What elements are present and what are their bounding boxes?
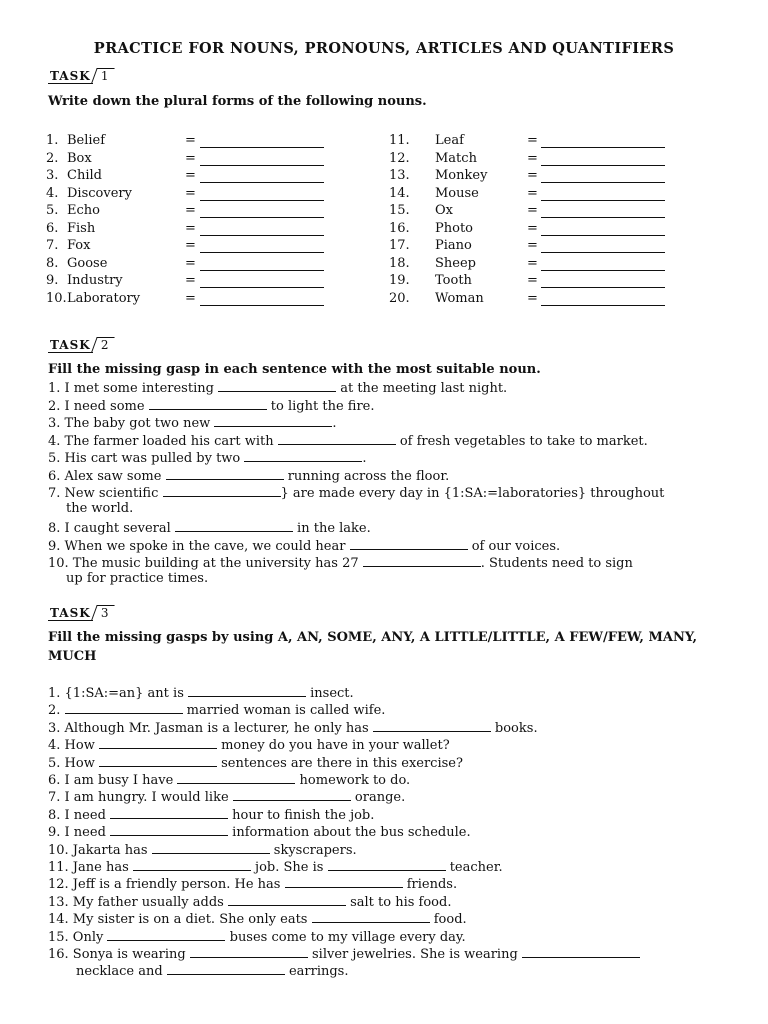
sentence-text: necklace and: [76, 964, 167, 980]
noun-word: Monkey: [435, 168, 488, 183]
sentence-text: 8. I caught several: [48, 521, 175, 536]
answer-blank[interactable]: [110, 822, 228, 836]
answer-blank[interactable]: [99, 735, 217, 749]
noun-word: Mouse: [435, 185, 479, 201]
item-number: 15.: [389, 203, 410, 218]
answer-blank[interactable]: [200, 204, 324, 218]
sentence-line: [48, 909, 467, 928]
sentence-text: 3. The baby got two new: [48, 416, 215, 431]
sentence-text: 1. I met some interesting: [48, 381, 219, 396]
sentence-text: 10. Jakarta has: [48, 842, 152, 858]
task-word: TASK: [50, 606, 91, 620]
answer-blank[interactable]: [188, 683, 306, 697]
sentence-line: [48, 822, 471, 841]
sentence-text: skyscrapers.: [269, 842, 357, 858]
noun-word: Sheep: [435, 255, 476, 271]
task-number: 2: [100, 338, 109, 352]
answer-blank[interactable]: [541, 274, 665, 288]
equals-sign: =: [527, 185, 538, 201]
noun-word: Fox: [67, 238, 91, 253]
answer-blank[interactable]: [200, 134, 324, 148]
sentence-text: at the meeting last night.: [336, 381, 508, 396]
equals-sign: =: [527, 273, 538, 288]
sentence-text: } are made every day in {1:SA:=laboratories} throughout: [280, 486, 665, 501]
sentence-text: 5. His cart was pulled by two: [48, 451, 245, 466]
item-number: 5.: [46, 203, 59, 218]
item-number: 17.: [389, 238, 410, 253]
sentence-text: 5. How: [48, 755, 99, 771]
sentence-text: 4. How: [48, 738, 99, 754]
equals-sign: =: [527, 203, 538, 218]
sentence-text: sentences are there in this exercise?: [216, 755, 463, 771]
answer-blank[interactable]: [177, 770, 295, 784]
answer-blank[interactable]: [163, 483, 281, 497]
answer-blank[interactable]: [373, 718, 491, 732]
item-number: 14.: [389, 185, 410, 201]
sentence-text: . Students need to sign: [480, 556, 633, 571]
sentence-text: 7. New scientific: [48, 486, 163, 501]
item-number: 16.: [389, 220, 410, 236]
noun-word: Goose: [67, 255, 108, 271]
noun-word: Belief: [67, 133, 106, 148]
equals-sign: =: [185, 290, 196, 306]
task-number: 3: [100, 606, 109, 620]
answer-blank[interactable]: [152, 840, 270, 854]
sentence-line: [48, 718, 538, 737]
task-3-instruction: Fill the missing gasps by using A, AN, SOME, ANY, A LITTLE/LITTLE, A FEW/FEW, MANY, MUCH: [48, 630, 697, 664]
sentence-line: [48, 857, 503, 876]
sentence-line: [48, 683, 354, 702]
sentence-line: [48, 518, 371, 537]
answer-blank[interactable]: [214, 413, 332, 427]
item-number: 8.: [46, 255, 59, 271]
equals-sign: =: [527, 168, 538, 183]
sentence-line: [48, 378, 507, 397]
sentence-text: 9. When we spoke in the cave, we could hear: [48, 539, 350, 554]
answer-blank[interactable]: [200, 239, 324, 253]
noun-word: Leaf: [435, 133, 464, 148]
answer-blank[interactable]: [350, 536, 468, 550]
sentence-line: [48, 927, 466, 946]
answer-blank[interactable]: [278, 431, 396, 445]
task-3-label: [48, 605, 111, 621]
sentence-line: [48, 483, 664, 502]
sentence-text: buses come to my village every day.: [225, 929, 466, 945]
equals-sign: =: [185, 133, 196, 148]
equals-sign: =: [185, 203, 196, 218]
sentence-text: up for practice times.: [66, 571, 209, 586]
noun-word: Ox: [435, 203, 453, 218]
answer-blank[interactable]: [175, 518, 293, 532]
answer-blank[interactable]: [541, 239, 665, 253]
sentence-line: [48, 413, 337, 432]
equals-sign: =: [185, 185, 196, 201]
answer-blank[interactable]: [167, 961, 285, 975]
item-number: 9.: [46, 273, 59, 288]
equals-sign: =: [527, 290, 538, 306]
noun-word: Discovery: [67, 185, 132, 201]
answer-blank[interactable]: [285, 874, 403, 888]
equals-sign: =: [527, 133, 538, 148]
sentence-text: of our voices.: [467, 539, 561, 554]
answer-blank[interactable]: [541, 134, 665, 148]
equals-sign: =: [185, 220, 196, 236]
sentence-text: 16. Sonya is wearing: [48, 947, 190, 962]
noun-word: Fish: [67, 220, 96, 236]
sentence-text: 4. The farmer loaded his cart with: [48, 434, 278, 449]
task-number: 1: [100, 69, 109, 83]
sentence-text: 14. My sister is on a diet. She only eats: [48, 912, 312, 928]
sentence-line: [48, 448, 367, 467]
sentence-text: friends.: [402, 877, 458, 893]
sentence-text: 3. Although Mr. Jasman is a lecturer, he only has: [48, 720, 373, 736]
noun-word: Laboratory: [67, 290, 141, 306]
sentence-text: money do you have in your wallet?: [216, 738, 450, 754]
sentence-text: 2. I need some: [48, 399, 149, 414]
answer-blank[interactable]: [200, 169, 324, 183]
answer-blank[interactable]: [541, 292, 665, 306]
item-number: 13.: [389, 168, 410, 183]
sentence-text: 7. I am hungry. I would like: [48, 790, 233, 806]
item-number: 2.: [46, 150, 59, 166]
answer-blank[interactable]: [522, 944, 640, 958]
noun-word: Match: [435, 150, 477, 166]
noun-word: Tooth: [435, 273, 472, 288]
sentence-text: orange.: [350, 790, 406, 806]
task-1-instruction: Write down the plural forms of the following nouns.: [48, 94, 427, 109]
answer-blank[interactable]: [65, 700, 183, 714]
sentence-line: [76, 961, 349, 980]
sentence-text: teacher.: [445, 860, 503, 875]
answer-blank[interactable]: [110, 805, 228, 819]
item-number: 11.: [389, 133, 410, 148]
task-2-label: [48, 337, 111, 353]
sentence-text: homework to do.: [295, 773, 411, 788]
sentence-line: [66, 570, 208, 587]
sentence-line: [48, 770, 410, 789]
answer-blank[interactable]: [200, 257, 324, 271]
sentence-text: 6. I am busy I have: [48, 773, 178, 788]
answer-blank[interactable]: [541, 152, 665, 166]
sentence-line: [48, 735, 450, 754]
sentence-text: silver jewelries. She is wearing: [307, 947, 522, 962]
equals-sign: =: [185, 168, 196, 183]
sentence-text: 15. Only: [48, 929, 108, 945]
sentence-text: books.: [490, 720, 538, 736]
item-number: 12.: [389, 150, 410, 166]
answer-blank[interactable]: [200, 274, 324, 288]
item-number: 18.: [389, 255, 410, 271]
noun-word: Child: [67, 168, 102, 183]
sentence-line: [48, 753, 463, 772]
sentence-line: [48, 840, 357, 859]
worksheet-title: PRACTICE FOR NOUNS, PRONOUNS, ARTICLES AND QUANTIFIERS: [93, 40, 675, 57]
sentence-line: [48, 700, 385, 719]
noun-word: Echo: [67, 203, 100, 218]
answer-blank[interactable]: [541, 257, 665, 271]
sentence-text: to light the fire.: [266, 399, 375, 414]
sentence-text: 11. Jane has: [48, 860, 133, 875]
sentence-text: 8. I need: [48, 807, 111, 823]
answer-blank[interactable]: [200, 292, 324, 306]
answer-blank[interactable]: [233, 787, 351, 801]
sentence-text: salt to his food.: [345, 894, 452, 910]
sentence-text: hour to finish the job.: [228, 807, 375, 823]
answer-blank[interactable]: [200, 187, 324, 201]
sentence-text: of fresh vegetables to take to market.: [395, 434, 648, 449]
answer-blank[interactable]: [328, 857, 446, 871]
sentence-text: 10. The music building at the university has 27: [48, 556, 363, 571]
answer-blank[interactable]: [541, 169, 665, 183]
answer-blank[interactable]: [244, 448, 362, 462]
sentence-line: [66, 500, 133, 517]
sentence-text: 2.: [48, 703, 65, 719]
sentence-text: married woman is called wife.: [182, 703, 386, 719]
noun-word: Piano: [435, 238, 472, 253]
sentence-text: job. She is: [250, 860, 328, 875]
item-number: 3.: [46, 168, 59, 183]
sentence-line: [48, 874, 457, 893]
noun-word: Photo: [435, 220, 473, 236]
task-word: TASK: [50, 69, 91, 83]
sentence-line: [48, 944, 640, 963]
item-number: 20.: [389, 290, 410, 306]
sentence-text: .: [362, 451, 367, 466]
answer-blank[interactable]: [541, 204, 665, 218]
sentence-text: insect.: [306, 686, 354, 701]
sentence-text: .: [332, 416, 337, 431]
task-word: TASK: [50, 338, 91, 352]
noun-word: Woman: [435, 290, 484, 306]
item-number: 6.: [46, 220, 59, 236]
answer-blank[interactable]: [149, 396, 267, 410]
answer-blank[interactable]: [107, 927, 225, 941]
item-number: 10.: [46, 290, 67, 306]
sentence-text: food.: [429, 912, 467, 928]
item-number: 19.: [389, 273, 410, 288]
answer-blank[interactable]: [312, 909, 430, 923]
sentence-text: 12. Jeff is a friendly person. He has: [48, 877, 285, 893]
sentence-text: 9. I need: [48, 825, 111, 841]
answer-blank[interactable]: [99, 753, 217, 767]
equals-sign: =: [527, 150, 538, 166]
sentence-text: in the lake.: [292, 521, 371, 536]
sentence-text: 13. My father usually adds: [48, 894, 228, 910]
answer-blank[interactable]: [166, 466, 284, 480]
answer-blank[interactable]: [200, 222, 324, 236]
answer-blank[interactable]: [541, 222, 665, 236]
task-1-label: [48, 68, 111, 84]
answer-blank[interactable]: [133, 857, 251, 871]
answer-blank[interactable]: [200, 152, 324, 166]
equals-sign: =: [527, 255, 538, 271]
sentence-text: running across the floor.: [283, 469, 450, 484]
item-number: 1.: [46, 133, 59, 148]
equals-sign: =: [185, 238, 196, 253]
noun-word: Box: [67, 150, 92, 166]
task-2-instruction: Fill the missing gasp in each sentence with the most suitable noun.: [48, 362, 541, 377]
equals-sign: =: [185, 273, 196, 288]
sentence-text: 6. Alex saw some: [48, 469, 166, 484]
equals-sign: =: [185, 150, 196, 166]
sentence-text: earrings.: [284, 964, 349, 980]
answer-blank[interactable]: [363, 553, 481, 567]
sentence-text: information about the bus schedule.: [228, 825, 471, 841]
sentence-line: [48, 787, 405, 806]
equals-sign: =: [527, 220, 538, 236]
answer-blank[interactable]: [190, 944, 308, 958]
answer-blank[interactable]: [228, 892, 346, 906]
sentence-line: [48, 805, 374, 824]
sentence-line: [48, 892, 451, 911]
sentence-text: 1. {1:SA:=an} ant is: [48, 686, 188, 701]
equals-sign: =: [527, 238, 538, 253]
sentence-text: the world.: [66, 501, 134, 516]
item-number: 7.: [46, 238, 59, 253]
answer-blank[interactable]: [218, 378, 336, 392]
item-number: 4.: [46, 185, 59, 201]
answer-blank[interactable]: [541, 187, 665, 201]
equals-sign: =: [185, 255, 196, 271]
noun-word: Industry: [67, 273, 123, 288]
